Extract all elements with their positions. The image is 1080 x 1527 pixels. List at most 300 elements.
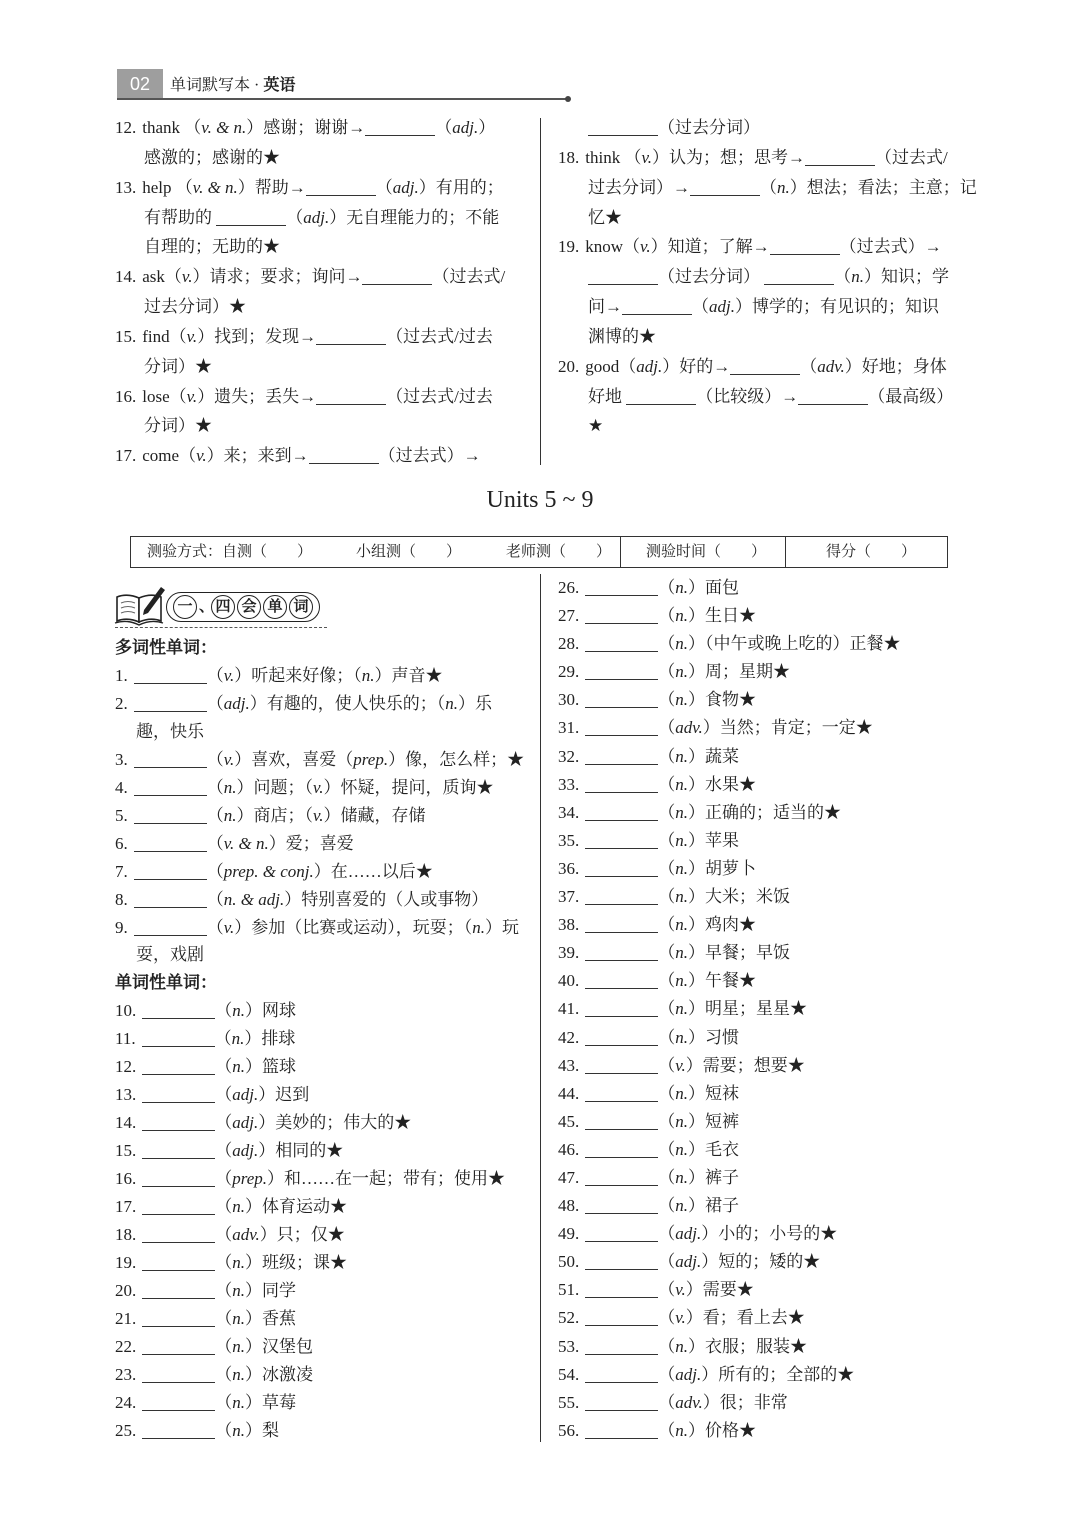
- item-number: 26.: [558, 578, 580, 597]
- exercise-item: [115, 1249, 530, 1277]
- part-of-speech: v.: [313, 777, 324, 797]
- item-number: 21.: [115, 1308, 137, 1328]
- part-of-speech: n.: [445, 693, 458, 713]
- exercise-item-continuation: [115, 352, 530, 382]
- part-of-speech: v.: [640, 237, 651, 257]
- item-number: 48.: [558, 1196, 580, 1216]
- item-number: 42.: [558, 1027, 580, 1047]
- exercise-item: [115, 1025, 530, 1053]
- exercise-item-continuation: [115, 941, 530, 969]
- answer-blank: [134, 865, 207, 880]
- answer-blank: [585, 778, 658, 793]
- part-of-speech: n.: [675, 578, 688, 597]
- exercise-item: [115, 1333, 530, 1361]
- item-text: ）香蕉: [245, 1308, 296, 1328]
- exercise-item: [558, 686, 968, 714]
- answer-blank: [316, 390, 386, 405]
- part-of-speech: n.: [675, 662, 688, 682]
- exercise-item: [558, 827, 968, 855]
- exercise-item: [558, 1276, 968, 1304]
- item-text: ）鸡肉★: [688, 915, 756, 935]
- item-text: （: [215, 1280, 233, 1300]
- item-number: 31.: [558, 718, 580, 738]
- answer-blank: [142, 1172, 215, 1187]
- item-text: （: [375, 177, 393, 197]
- item-text: good（: [585, 356, 637, 376]
- item-text: （过去式/: [875, 147, 948, 167]
- answer-blank: [585, 1171, 658, 1186]
- exercise-item: [115, 173, 530, 203]
- item-text: （: [658, 943, 676, 963]
- part-of-speech: adj.: [303, 207, 330, 227]
- item-text: ）班级；课★: [245, 1252, 347, 1272]
- part-of-speech: n.: [675, 915, 688, 935]
- answer-blank: [585, 693, 658, 708]
- exercise-item: [558, 630, 968, 658]
- part-of-speech: n.: [232, 1252, 245, 1272]
- item-number: 36.: [558, 858, 580, 878]
- item-number: 3.: [115, 749, 128, 769]
- answer-blank: [216, 211, 286, 226]
- item-text: （: [658, 1027, 676, 1047]
- item-text: （: [215, 1336, 233, 1356]
- exercise-item: [558, 1361, 968, 1389]
- item-text: ）迟到: [258, 1085, 310, 1105]
- item-text: （: [215, 1141, 233, 1161]
- exercise-item: [558, 1108, 968, 1136]
- item-text: ）网球: [245, 1001, 296, 1021]
- answer-blank: [585, 1283, 658, 1298]
- exercise-item: [558, 658, 968, 686]
- part-of-speech: n.: [232, 1308, 245, 1328]
- item-number: 32.: [558, 746, 580, 766]
- item-number: 7.: [115, 861, 128, 881]
- item-text: 好地: [588, 386, 627, 406]
- answer-blank: [585, 1059, 658, 1074]
- answer-blank: [142, 1060, 215, 1075]
- item-text: come（: [142, 446, 197, 466]
- item-text: ）蔬菜: [688, 746, 739, 766]
- item-text: （: [658, 1111, 676, 1131]
- item-text: （: [215, 1364, 233, 1384]
- section-label-char: 一: [173, 595, 197, 619]
- part-of-speech: n.: [675, 943, 688, 963]
- item-number: 14.: [115, 1113, 137, 1133]
- item-number: 50.: [558, 1252, 580, 1272]
- part-of-speech: n.: [675, 1083, 688, 1103]
- part-of-speech: adj.: [636, 356, 663, 376]
- item-text: ）小的；小号的★: [701, 1224, 838, 1244]
- item-text: （: [658, 1420, 676, 1440]
- exercise-item: [558, 1052, 968, 1080]
- item-text: （: [760, 177, 777, 197]
- quiz-method-teacher: 老师测（ ）: [506, 544, 612, 560]
- item-text: （: [658, 971, 676, 991]
- answer-blank: [622, 300, 692, 315]
- item-number: 10.: [115, 1001, 137, 1021]
- exercise-item: [558, 995, 968, 1023]
- part-of-speech: adj.: [675, 1224, 702, 1244]
- item-text: （: [215, 1085, 233, 1105]
- item-text: ）短裤: [688, 1111, 739, 1131]
- part-of-speech: n.: [232, 1280, 245, 1300]
- exercise-item: [115, 262, 530, 292]
- quiz-info-bar: [130, 536, 948, 568]
- item-number: 55.: [558, 1392, 580, 1412]
- review-column-right: [558, 113, 978, 441]
- exercise-item: [115, 662, 530, 690]
- item-text: 问→: [588, 297, 622, 317]
- header-rule: [117, 98, 568, 100]
- item-text: （: [658, 1252, 676, 1272]
- exercise-item: [558, 799, 968, 827]
- answer-blank: [585, 1199, 658, 1214]
- answer-blank: [585, 1424, 658, 1439]
- item-text: （过去分词）: [658, 118, 760, 137]
- item-text: ）问题；（: [236, 777, 313, 797]
- item-number: 53.: [558, 1336, 580, 1356]
- item-text: ）裤子: [688, 1167, 739, 1187]
- exercise-item: [115, 1277, 530, 1305]
- item-text: （: [658, 1308, 676, 1328]
- item-text: （: [215, 1113, 233, 1133]
- item-text: 感激的；感谢的★: [144, 147, 280, 167]
- exercise-item: [558, 714, 968, 742]
- item-text: （过去式）→: [378, 446, 481, 466]
- part-of-speech: n.: [675, 802, 688, 822]
- item-text: ）（中午或晚上吃的）正餐★: [688, 634, 901, 654]
- item-text: （: [658, 1167, 676, 1187]
- item-text: ）早餐；早饭: [688, 943, 790, 963]
- section-dashed-rule: [115, 627, 327, 628]
- answer-blank: [134, 837, 207, 852]
- item-text: ）喜欢，喜爱（: [234, 749, 354, 769]
- subject-label: 英语: [263, 77, 296, 94]
- answer-blank: [306, 181, 376, 196]
- exercise-item: [115, 382, 530, 412]
- exercise-item-continuation: [558, 262, 978, 292]
- book-title: [170, 76, 295, 96]
- exercise-item-continuation: [558, 292, 978, 322]
- item-number: 24.: [115, 1392, 137, 1412]
- item-number: 30.: [558, 690, 580, 710]
- item-text: ）听起来好像；（: [234, 665, 362, 685]
- part-of-speech: n.: [232, 1197, 245, 1217]
- answer-blank: [588, 270, 658, 285]
- units-title: Units 5 ~ 9: [486, 487, 594, 513]
- item-text: ）有用的；: [418, 177, 504, 197]
- column-divider: [540, 574, 541, 1442]
- item-number: 8.: [115, 889, 128, 909]
- answer-blank: [309, 449, 379, 464]
- answer-blank: [588, 121, 658, 136]
- part-of-speech: n.: [675, 1167, 688, 1187]
- part-of-speech: adj.: [223, 693, 250, 713]
- item-text: ）午餐★: [688, 971, 756, 991]
- item-text: know（: [585, 237, 641, 257]
- part-of-speech: n.: [675, 858, 688, 878]
- part-of-speech: n.: [472, 917, 486, 937]
- title-separator: ·: [250, 77, 264, 94]
- item-number: 22.: [115, 1336, 137, 1356]
- answer-blank: [134, 697, 207, 712]
- item-number: 18.: [115, 1225, 137, 1245]
- item-text: （: [215, 1057, 233, 1077]
- exercise-item: [558, 1192, 968, 1220]
- item-number: 51.: [558, 1280, 580, 1300]
- answer-blank: [142, 1228, 215, 1243]
- item-text: ）找到；发现→: [197, 326, 317, 346]
- item-text: （: [206, 749, 224, 769]
- item-text: think （: [585, 147, 642, 167]
- exercise-item: [115, 113, 530, 143]
- exercise-item: [558, 743, 968, 771]
- item-number: 23.: [115, 1364, 137, 1384]
- answer-blank: [142, 1004, 215, 1019]
- item-text: （: [435, 118, 453, 137]
- item-text: （: [658, 1139, 676, 1159]
- item-text: （: [658, 1280, 676, 1300]
- answer-blank: [134, 809, 207, 824]
- exercise-item: [558, 1024, 968, 1052]
- exercise-item: [558, 967, 968, 995]
- item-number: 41.: [558, 999, 580, 1019]
- subsection-heading: 单词性单词：: [115, 973, 217, 993]
- item-text: ）胡萝卜: [688, 858, 756, 878]
- exercise-item-continuation: [558, 203, 978, 233]
- answer-blank: [142, 1200, 215, 1215]
- item-text: ）认为；想；思考→: [652, 147, 805, 167]
- part-of-speech: n.: [232, 1001, 245, 1021]
- quiz-bar-divider: [620, 537, 621, 567]
- exercise-item-continuation: [558, 411, 978, 441]
- exercise-item: [115, 441, 530, 471]
- column-divider: [540, 118, 541, 465]
- review-column-left: [115, 113, 530, 471]
- answer-blank: [626, 390, 696, 405]
- exercise-item: [558, 574, 968, 602]
- item-text: （: [658, 1224, 676, 1244]
- answer-blank: [142, 1396, 215, 1411]
- exercise-item-continuation: [558, 382, 978, 412]
- item-text: ）博学的；有见识的；知识: [734, 297, 939, 317]
- answer-blank: [764, 270, 834, 285]
- exercise-item: [115, 1417, 530, 1445]
- subsection-heading: 多词性单词：: [115, 638, 217, 657]
- item-text: （过去式/: [432, 267, 506, 287]
- part-of-speech: v. & n.: [223, 833, 269, 853]
- part-of-speech: n.: [231, 1029, 245, 1049]
- part-of-speech: v.: [186, 386, 198, 406]
- exercise-item: [115, 1361, 530, 1389]
- part-of-speech: n.: [675, 999, 688, 1019]
- item-text: （: [215, 1001, 233, 1021]
- item-text: （: [206, 861, 224, 881]
- item-text: ）想法；看法；主意；记: [789, 177, 977, 197]
- item-text: ）草莓: [245, 1392, 296, 1412]
- exercise-item: [115, 858, 530, 886]
- item-text: ）苹果: [688, 830, 739, 850]
- part-of-speech: prep. & conj.: [223, 861, 314, 881]
- answer-blank: [142, 1312, 215, 1327]
- item-number: 38.: [558, 915, 580, 935]
- item-number: 6.: [115, 833, 128, 853]
- item-number: 13.: [115, 177, 137, 197]
- item-text: （: [215, 1225, 233, 1245]
- item-text: ）价格★: [688, 1420, 756, 1440]
- exercise-item: [558, 1417, 968, 1445]
- item-text: （: [658, 802, 676, 822]
- part-of-speech: adj.: [392, 177, 419, 197]
- item-text: ）食物★: [688, 690, 756, 710]
- item-text: 过去分词）→: [588, 177, 690, 197]
- exercise-item: [558, 1136, 968, 1164]
- item-number: 45.: [558, 1111, 580, 1131]
- answer-blank: [134, 893, 207, 908]
- item-text: 自理的；无助的★: [144, 237, 280, 257]
- answer-blank: [142, 1256, 215, 1271]
- part-of-speech: n.: [232, 1336, 245, 1356]
- item-text: ）和……在一起；带有；使用★: [267, 1169, 506, 1189]
- item-number: 29.: [558, 662, 580, 682]
- part-of-speech: n.: [675, 830, 688, 850]
- item-number: 12.: [115, 118, 137, 137]
- item-text: 渊博的★: [588, 326, 656, 346]
- exercise-item: [115, 914, 530, 942]
- item-text: ）商店；（: [236, 805, 313, 825]
- item-number: 43.: [558, 1055, 580, 1075]
- item-text: （: [206, 693, 224, 713]
- exercise-item-continuation: [558, 113, 978, 143]
- answer-blank: [585, 1311, 658, 1326]
- item-number: 56.: [558, 1420, 580, 1440]
- item-text: ）知道；了解→: [650, 237, 770, 257]
- book-pen-icon: [113, 583, 167, 632]
- item-text: ）裙子: [688, 1196, 739, 1216]
- part-of-speech: adj.: [709, 297, 735, 317]
- item-number: 9.: [115, 917, 128, 937]
- item-text: ）只；仅★: [259, 1225, 345, 1245]
- item-text: （最高级）: [868, 386, 954, 406]
- answer-blank: [585, 806, 658, 821]
- part-of-speech: n.: [232, 1392, 245, 1412]
- answer-blank: [585, 1227, 658, 1242]
- answer-blank: [365, 121, 435, 136]
- item-number: 39.: [558, 943, 580, 963]
- part-of-speech: n.: [675, 887, 688, 907]
- item-text: ask（: [142, 267, 182, 287]
- quiz-method-self: 测验方式：自测（ ）: [147, 544, 313, 560]
- exercise-item: [558, 352, 978, 382]
- item-text: （: [658, 578, 676, 597]
- exercise-item: [115, 1053, 530, 1081]
- answer-blank: [770, 240, 840, 255]
- part-of-speech: adj.: [232, 1141, 259, 1161]
- exercise-item: [115, 1109, 530, 1137]
- item-text: ）篮球: [245, 1057, 296, 1077]
- exercise-item: [115, 886, 530, 914]
- item-text: ）好的→: [662, 356, 731, 376]
- part-of-speech: adv.: [675, 1392, 703, 1412]
- item-text: 耍，戏剧: [136, 945, 204, 965]
- item-text: ）感谢；谢谢→: [246, 118, 366, 137]
- exercise-item: [115, 774, 530, 802]
- part-of-speech: n.: [675, 774, 688, 794]
- answer-blank: [585, 974, 658, 989]
- item-text: （: [206, 833, 224, 853]
- item-number: 20.: [558, 356, 580, 376]
- exercise-item: [115, 1165, 530, 1193]
- answer-blank: [585, 637, 658, 652]
- exercise-item: [558, 1333, 968, 1361]
- item-text: （过去式/过去: [386, 326, 493, 346]
- item-text: ）声音★: [374, 665, 443, 685]
- item-text: ）储藏，存储: [323, 805, 426, 825]
- answer-blank: [585, 1340, 658, 1355]
- item-text: （: [206, 889, 224, 909]
- exercise-item-continuation: [115, 411, 530, 441]
- answer-blank: [585, 581, 658, 596]
- part-of-speech: n.: [223, 805, 237, 825]
- item-number: 44.: [558, 1083, 580, 1103]
- item-text: ）需要★: [685, 1280, 754, 1300]
- item-text: ）汉堡包: [245, 1336, 313, 1356]
- part-of-speech: n.: [675, 1139, 688, 1159]
- item-text: ）生日★: [688, 606, 756, 626]
- answer-blank: [142, 1032, 215, 1047]
- item-text: （过去式）→: [839, 237, 942, 257]
- part-of-speech: n.: [232, 1420, 245, 1440]
- item-text: ）乐: [457, 693, 492, 713]
- item-text: （: [658, 634, 676, 654]
- part-of-speech: n.: [223, 777, 237, 797]
- part-of-speech: n.: [361, 665, 375, 685]
- answer-blank: [585, 721, 658, 736]
- part-of-speech: adj.: [675, 1252, 702, 1272]
- item-number: 17.: [115, 446, 137, 466]
- item-text: ）短的；矮的★: [701, 1252, 821, 1272]
- item-text: （比较级）→: [696, 386, 799, 406]
- exercise-item: [558, 1304, 968, 1332]
- item-text: help （: [142, 177, 193, 197]
- item-number: 5.: [115, 805, 128, 825]
- answer-blank: [142, 1424, 215, 1439]
- item-text: ）帮助→: [237, 177, 306, 197]
- item-text: ）有趣的，使人快乐的；（: [249, 693, 446, 713]
- item-text: （: [658, 915, 676, 935]
- item-text: 分词）★: [144, 356, 212, 376]
- answer-blank: [585, 1396, 658, 1411]
- item-number: 27.: [558, 606, 580, 626]
- answer-blank: [585, 1255, 658, 1270]
- part-of-speech: v.: [675, 1308, 686, 1328]
- item-number: 14.: [115, 267, 137, 287]
- item-text: （: [215, 1308, 233, 1328]
- item-text: （: [658, 718, 676, 738]
- item-number: 12.: [115, 1057, 137, 1077]
- item-text: ）像，怎么样；★: [388, 749, 525, 769]
- item-text: （: [692, 297, 709, 317]
- item-text: （: [206, 805, 224, 825]
- item-text: ）知识；学: [864, 267, 949, 287]
- item-number: 2.: [115, 693, 128, 713]
- item-text: ）梨: [245, 1420, 279, 1440]
- item-text: ）特别喜爱的（人或事物）: [284, 889, 489, 909]
- item-number: 15.: [115, 326, 137, 346]
- section-label-char: 会: [237, 595, 261, 619]
- answer-blank: [142, 1144, 215, 1159]
- answer-blank: [690, 181, 760, 196]
